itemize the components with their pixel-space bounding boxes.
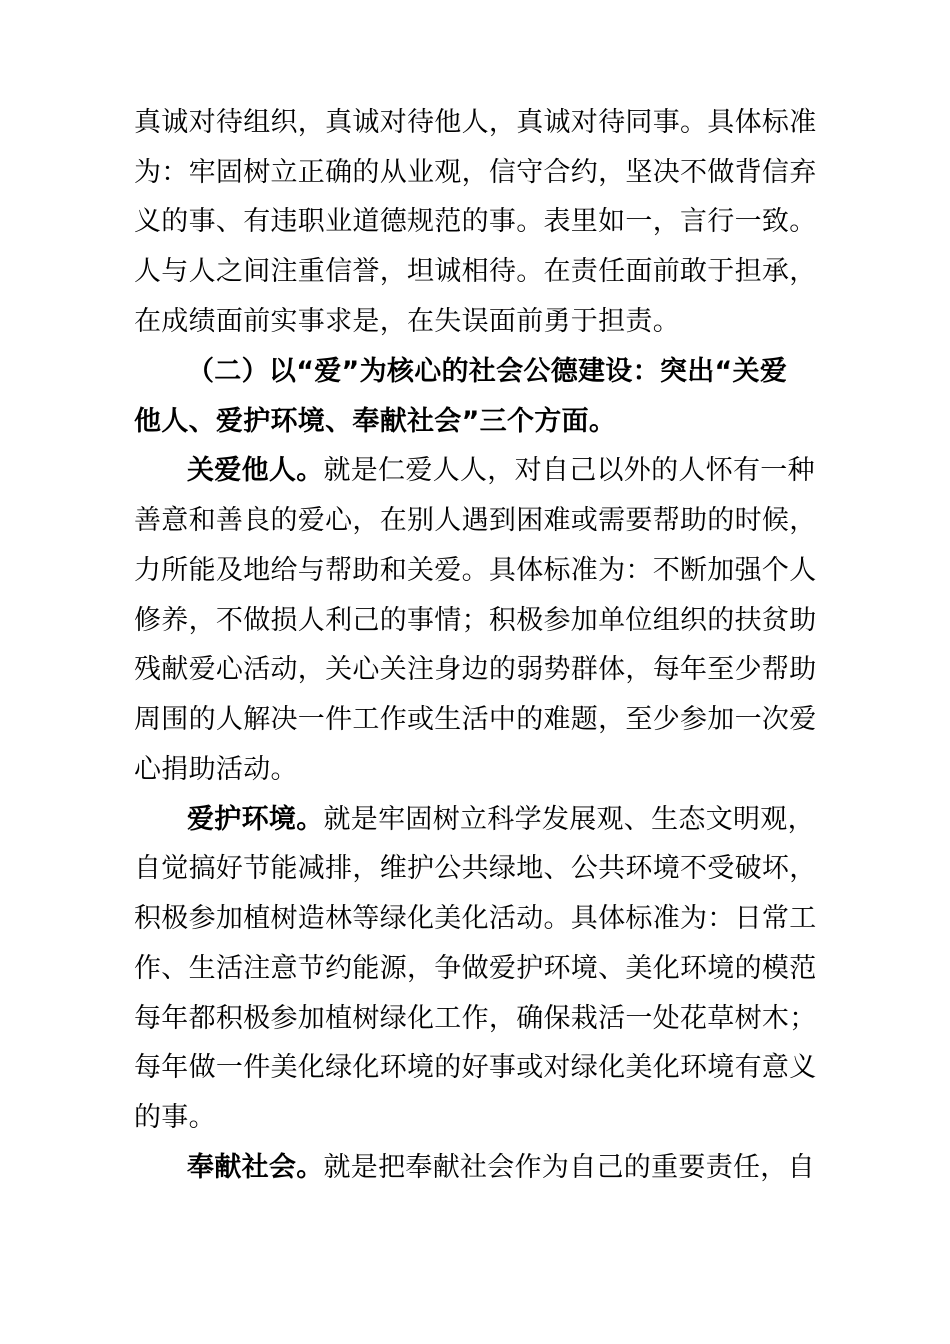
paragraph-line: 积极参加植树造林等绿化美化活动。具体标准为：日常工 [134,903,817,934]
devote-paragraph-first-line [187,1143,837,1193]
paragraph-line: 为：牢固树立正确的从业观，信守合约，坚决不做背信弃 [134,157,817,188]
paragraph-line: 每年做一件美化绿化环境的好事或对绿化美化环境有意义 [134,1052,817,1083]
paragraph-line: 力所能及地给与帮助和关爱。具体标准为：不断加强个人 [134,555,817,586]
devote-first-text: 就是把奉献社会作为自己的重要责任，自 [323,1152,815,1183]
paragraph-line: 自觉搞好节能减排，维护公共绿地、公共环境不受破坏， [134,853,817,884]
paragraph-line: 真诚对待组织，真诚对待他人，真诚对待同事。具体标准 [134,107,817,138]
env-paragraph-first-line [187,795,837,845]
paragraph-line: 作、生活注意节约能源，争做爱护环境、美化环境的模范 [134,953,817,984]
paragraph-line: 在成绩面前实事求是，在失误面前勇于担责。 [134,306,680,337]
devote-term: 奉献社会。 [187,1152,324,1183]
paragraph-line: 周围的人解决一件工作或生活中的难题，至少参加一次爱 [134,704,817,735]
paragraph-line: 残献爱心活动，关心关注身边的弱势群体，每年至少帮助 [134,654,817,685]
env-first-text: 就是牢固树立科学发展观、生态文明观， [323,804,815,835]
section-heading: 他人、爱护环境、奉献社会”三个方面。 [134,406,617,437]
care-term: 关爱他人。 [187,455,324,486]
paragraph-line: 的事。 [134,1102,216,1133]
care-paragraph-first-line [187,446,837,496]
paragraph-line: 心捐助活动。 [134,754,298,785]
paragraph-line: 每年都积极参加植树绿化工作，确保栽活一处花草树木； [134,1003,817,1034]
paragraph-line: 义的事、有违职业道德规范的事。表里如一，言行一致。 [134,206,817,237]
paragraph-line: 修养，不做损人利己的事情；积极参加单位组织的扶贫助 [134,605,817,636]
env-term: 爱护环境。 [187,804,324,835]
care-first-text: 就是仁爱人人，对自己以外的人怀有一种 [323,455,815,486]
paragraph-line: 善意和善良的爱心，在别人遇到困难或需要帮助的时候， [134,505,817,536]
paragraph-line: 人与人之间注重信誉，坦诚相待。在责任面前敢于担承， [134,256,817,287]
section-heading: （二）以“爱”为核心的社会公德建设：突出“关爱 [187,356,788,387]
